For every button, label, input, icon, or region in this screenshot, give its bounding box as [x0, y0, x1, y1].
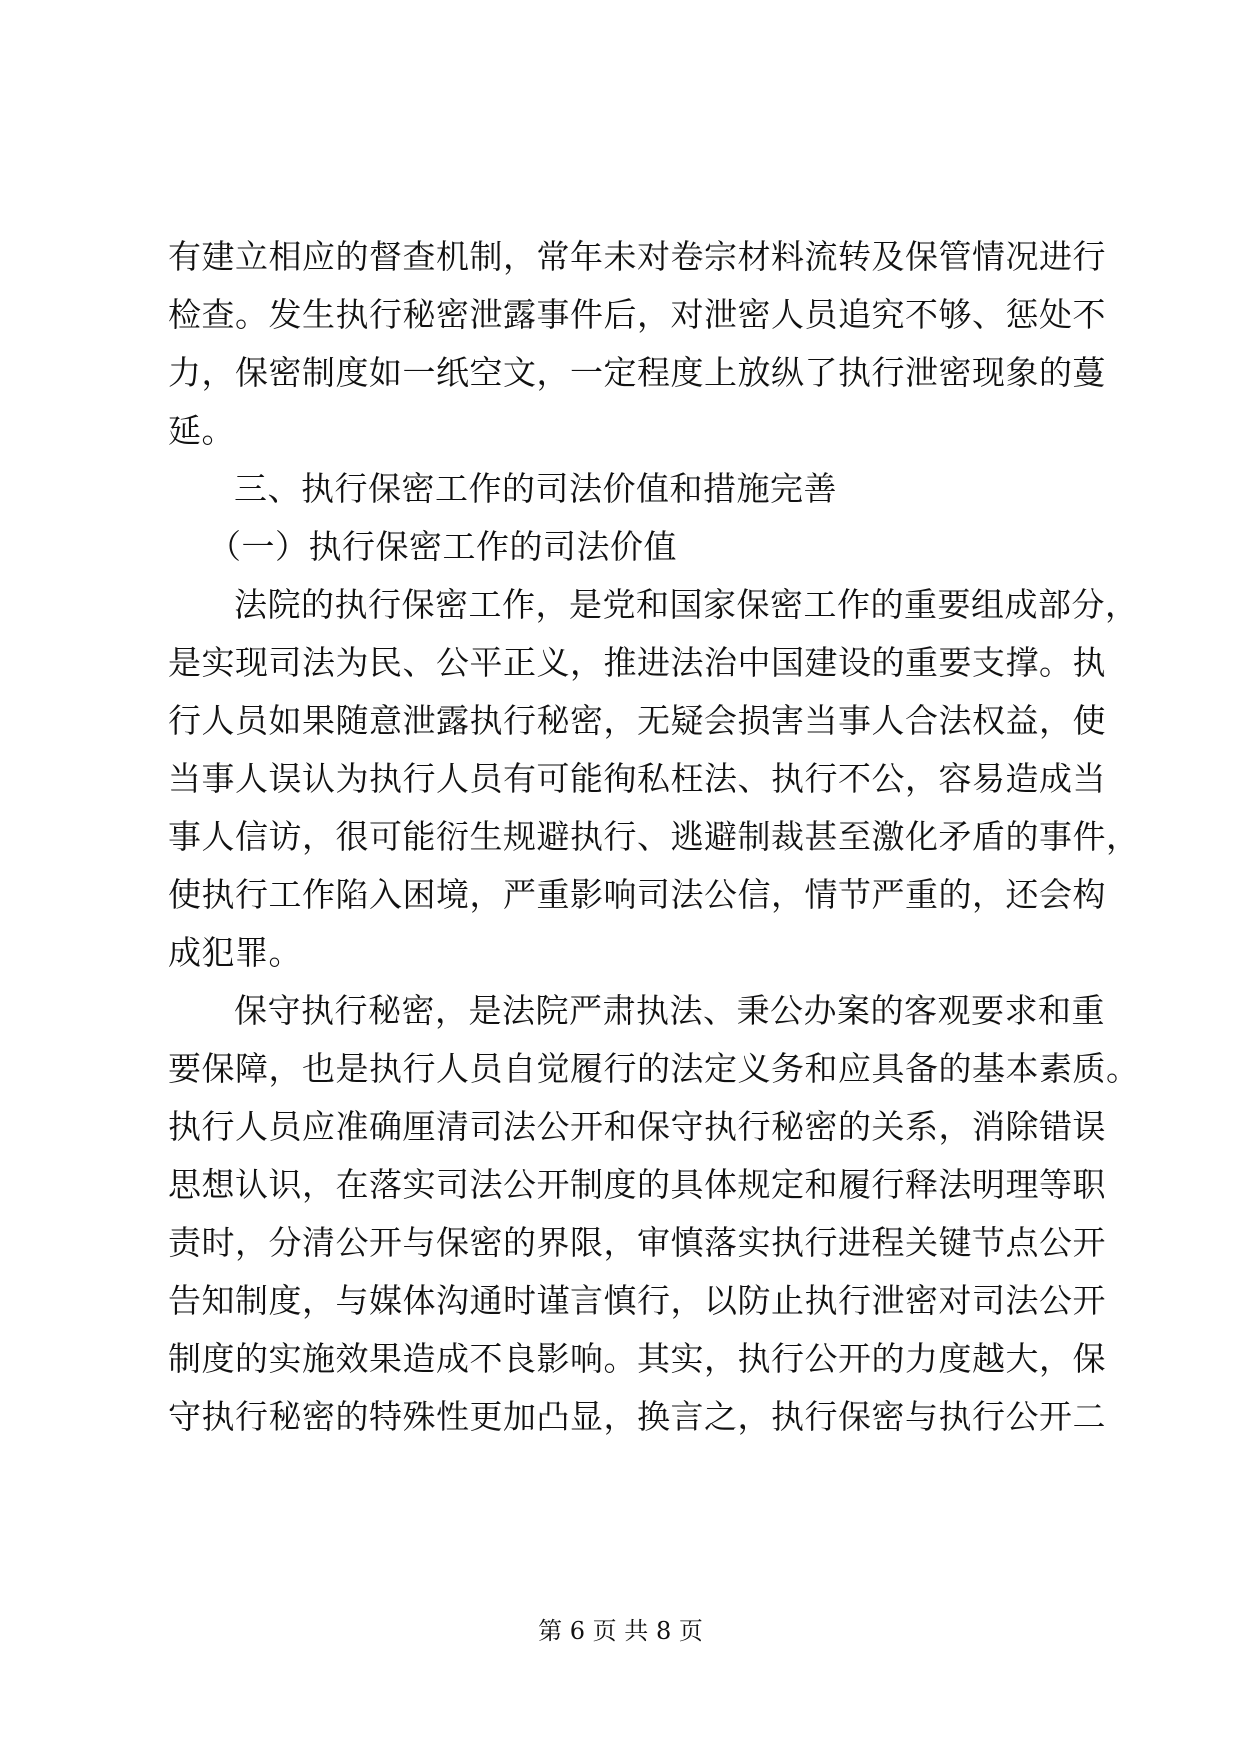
- text-line: 检查。发生执行秘密泄露事件后，对泄密人员追究不够、惩处不: [168, 295, 1106, 334]
- subheading-line: （一）执行保密工作的司法价值: [208, 527, 677, 566]
- text-line: 事人信访，很可能衍生规避执行、逃避制裁甚至激化矛盾的事件，: [168, 817, 1140, 856]
- text-line: 责时，分清公开与保密的界限，审慎落实执行进程关键节点公开: [168, 1223, 1106, 1262]
- text-line: 法院的执行保密工作，是党和国家保密工作的重要组成部分，: [234, 585, 1139, 624]
- text-line: 是实现司法为民、公平正义，推进法治中国建设的重要支撑。执: [168, 643, 1106, 682]
- text-line: 延。: [168, 411, 235, 450]
- text-line: 使执行工作陷入困境，严重影响司法公信，情节严重的，还会构: [168, 875, 1106, 914]
- text-line: 当事人误认为执行人员有可能徇私枉法、执行不公，容易造成当: [168, 759, 1106, 798]
- text-line: 执行人员应准确厘清司法公开和保守执行秘密的关系，消除错误: [168, 1107, 1106, 1146]
- paragraph-continuation: [168, 228, 1106, 460]
- text-line: 力，保密制度如一纸空文，一定程度上放纵了执行泄密现象的蔓: [168, 353, 1106, 392]
- text-line: 守执行秘密的特殊性更加凸显，换言之，执行保密与执行公开二: [168, 1397, 1106, 1436]
- subsection-heading: [168, 518, 1083, 576]
- text-line: 有建立相应的督查机制，常年未对卷宗材料流转及保管情况进行: [168, 237, 1106, 276]
- page-footer: 第 6 页 共 8 页: [538, 1617, 703, 1645]
- text-line: 成犯罪。: [168, 933, 302, 972]
- text-line: 告知制度，与媒体沟通时谨言慎行，以防止执行泄密对司法公开: [168, 1281, 1106, 1320]
- text-line: 制度的实施效果造成不良影响。其实，执行公开的力度越大，保: [168, 1339, 1106, 1378]
- text-line: 要保障，也是执行人员自觉履行的法定义务和应具备的基本素质。: [168, 1049, 1140, 1088]
- section-heading: [168, 460, 1083, 518]
- paragraph: [168, 982, 1140, 1446]
- text-line: 保守执行秘密，是法院严肃执法、秉公办案的客观要求和重: [234, 991, 1105, 1030]
- paragraph: [168, 576, 1140, 982]
- document-body: [168, 228, 1140, 1446]
- text-line: 思想认识，在落实司法公开制度的具体规定和履行释法明理等职: [168, 1165, 1106, 1204]
- text-line: 行人员如果随意泄露执行秘密，无疑会损害当事人合法权益，使: [168, 701, 1106, 740]
- heading-line: 三、执行保密工作的司法价值和措施完善: [234, 469, 837, 508]
